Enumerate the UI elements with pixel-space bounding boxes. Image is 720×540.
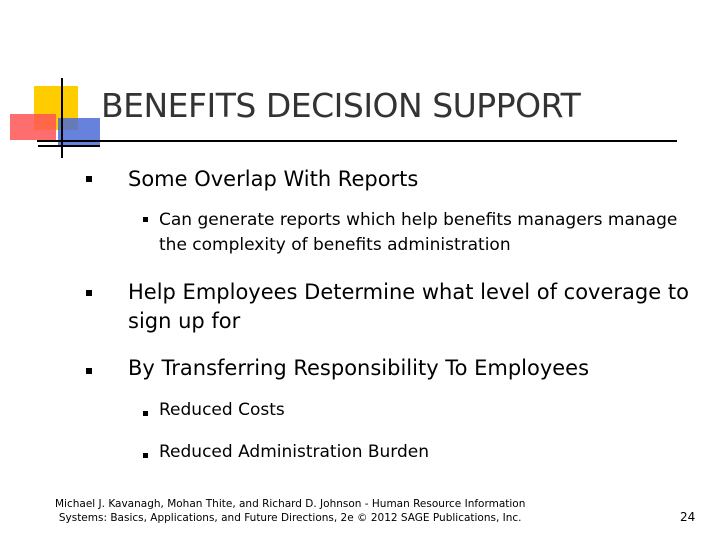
bullet-item: Help Employees Determine what level of coverage to — [128, 280, 689, 304]
bullet-icon — [143, 453, 148, 458]
bullet-item: Some Overlap With Reports — [128, 167, 419, 191]
title-decoration — [0, 0, 110, 170]
bullet-item-continued: sign up for — [128, 309, 241, 333]
bullet-icon — [143, 217, 148, 222]
bullet-icon — [86, 368, 92, 374]
title-divider — [37, 140, 677, 142]
bullet-item: By Transferring Responsibility To Employees — [128, 356, 590, 380]
footer-citation — [55, 497, 525, 525]
footer-line: Michael J. Kavanagh, Mohan Thite, and Richard D. Johnson - Human Resource Information — [55, 498, 526, 510]
page-number: 24 — [680, 510, 696, 524]
sub-bullet-item: Can generate reports which help benefits managers manage — [159, 210, 678, 230]
footer-line: Systems: Basics, Applications, and Future Directions, 2e © 2012 SAGE Publications, Inc. — [58, 512, 522, 524]
sub-bullet-item-continued: the complexity of benefits administration — [159, 235, 511, 255]
sub-bullet-item: Reduced Administration Burden — [159, 442, 430, 462]
bullet-icon — [86, 176, 92, 182]
bullet-icon — [143, 411, 148, 416]
slide-title: BENEFITS DECISION SUPPORT — [101, 86, 581, 125]
sub-bullet-item: Reduced Costs — [159, 400, 285, 420]
bullet-icon — [86, 290, 92, 296]
